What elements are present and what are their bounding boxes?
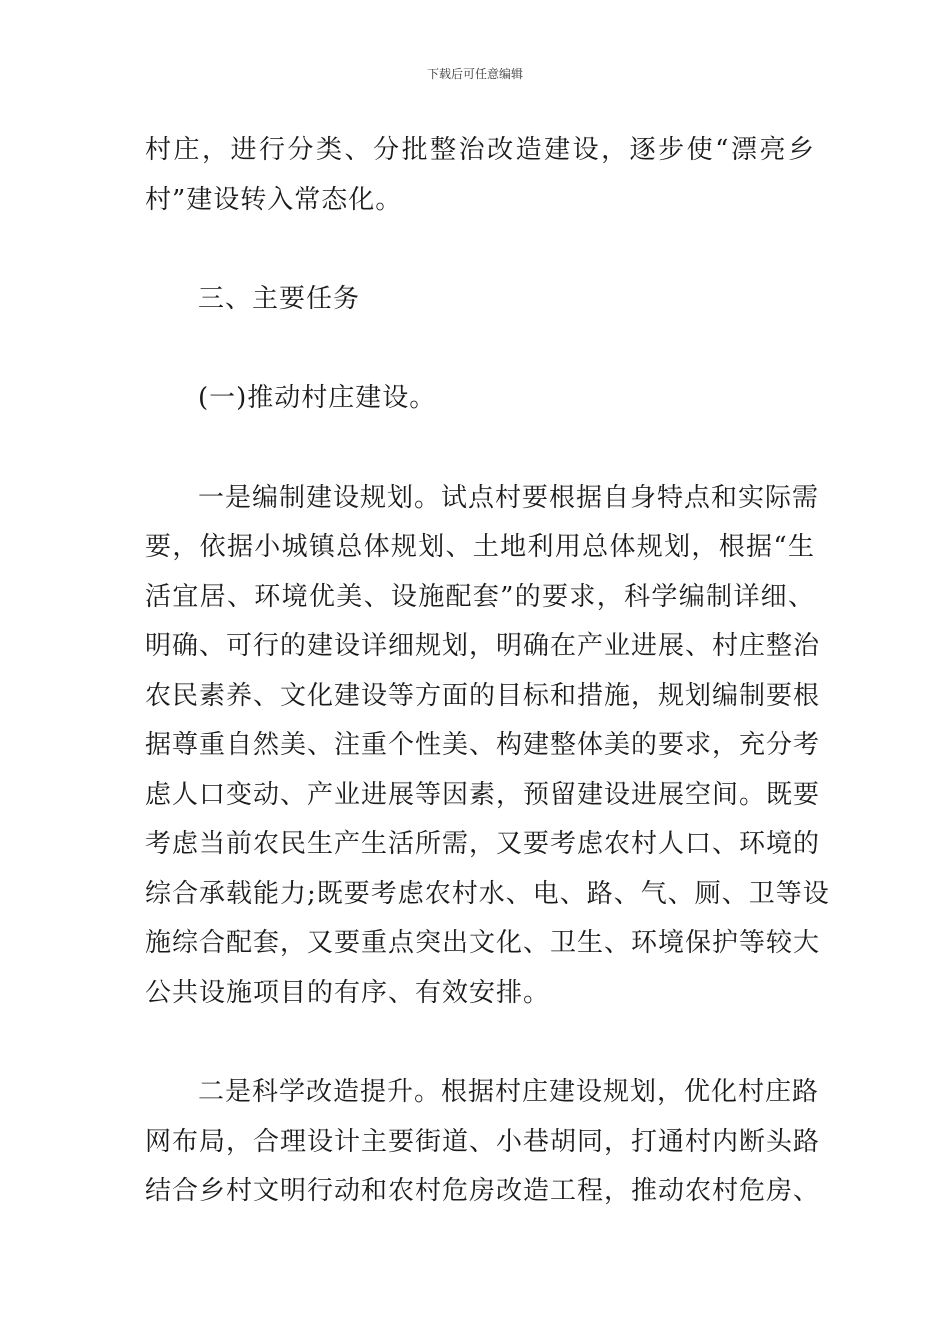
paragraph-line: 网布局，合理设计主要街道、小巷胡同，打通村内断头路 xyxy=(145,1127,821,1157)
subsection-heading: (一)推动村庄建设。 xyxy=(198,383,437,413)
paragraph-line: 一是编制建设规划。试点村要根据自身特点和实际需 xyxy=(198,483,820,513)
paragraph-line: 村”建设转入常态化。 xyxy=(145,185,403,215)
paragraph-line: 公共设施项目的有序、有效安排。 xyxy=(145,978,551,1008)
paragraph-line: 二是科学改造提升。根据村庄建设规划，优化村庄路 xyxy=(198,1077,820,1107)
paragraph-line: 综合承载能力;既要考虑农村水、电、路、气、厕、卫等设 xyxy=(145,879,830,909)
paragraph-line: 考虑当前农民生产生活所需，又要考虑农村人口、环境的 xyxy=(145,829,821,859)
section-heading: 三、主要任务 xyxy=(198,284,361,314)
paragraph-line: 结合乡村文明行动和农村危房改造工程，推动农村危房、 xyxy=(145,1176,821,1206)
paragraph-line: 村庄，进行分类、分批整治改造建设，逐步使“漂亮乡 xyxy=(145,135,815,165)
page-header: 下载后可任意编辑 xyxy=(426,67,523,81)
paragraph-line: 施综合配套，又要重点突出文化、卫生、环境保护等较大 xyxy=(145,928,821,958)
paragraph-line: 据尊重自然美、注重个性美、构建整体美的要求，充分考 xyxy=(145,730,821,760)
paragraph-line: 活宜居、环境优美、设施配套”的要求，科学编制详细、 xyxy=(145,582,815,612)
paragraph-line: 要，依据小城镇总体规划、土地利用总体规划，根据“生 xyxy=(145,532,815,562)
paragraph-line: 明确、可行的建设详细规划，明确在产业进展、村庄整治 xyxy=(145,631,821,661)
paragraph-line: 虑人口变动、产业进展等因素，预留建设进展空间。既要 xyxy=(145,780,821,810)
paragraph-line: 农民素养、文化建设等方面的目标和措施，规划编制要根 xyxy=(145,681,821,711)
